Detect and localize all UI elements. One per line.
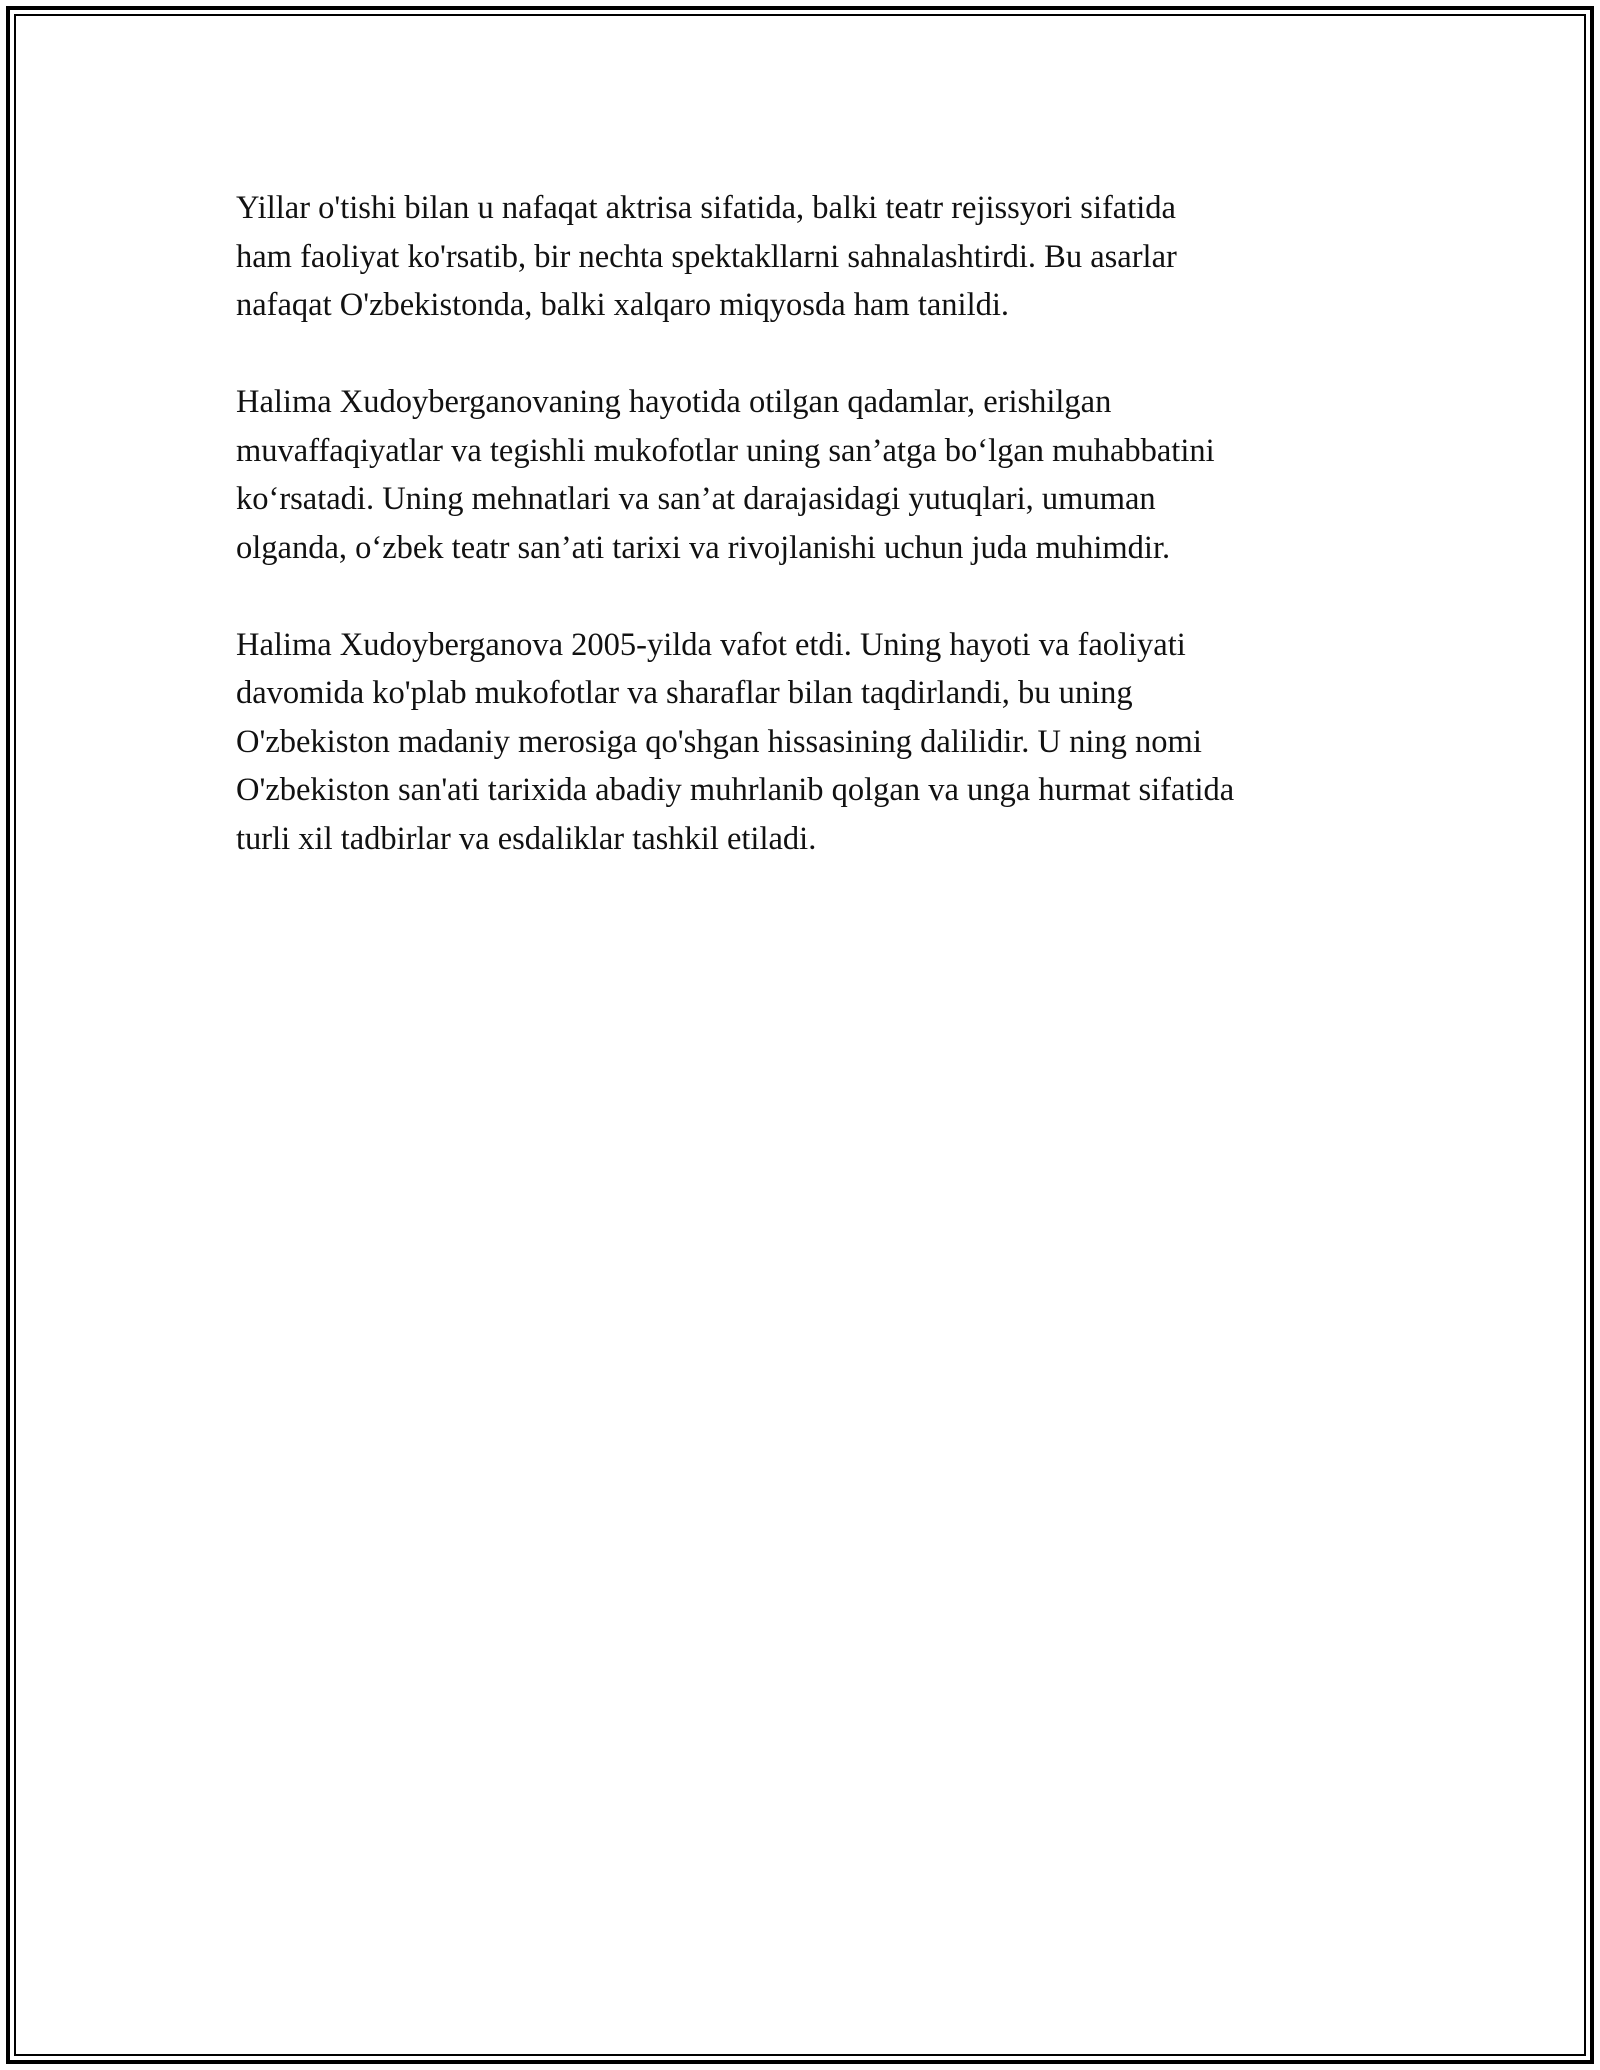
paragraph-3 [236,621,1386,864]
text-line: ko‘rsatadi. Uning mehnatlari va san’at darajasidagi yutuqlari, umuman [236,481,1156,517]
text-line: nafaqat O'zbekistonda, balki xalqaro miqyosda ham tanildi. [236,287,1010,323]
text-line: O'zbekiston madaniy merosiga qo'shgan hissasining dalilidir. U ning nomi [236,723,1202,760]
text-line: muvaffaqiyatlar va tegishli mukofotlar uning san’atga bo‘lgan muhabbatini [236,432,1215,469]
document-body [236,184,1386,912]
text-line: turli xil tadbirlar va esdaliklar tashkil etiladi. [236,820,817,857]
text-line: olganda, o‘zbek teatr san’ati tarixi va rivojlanishi uchun juda muhimdir. [236,529,1171,566]
paragraph-2 [236,378,1386,572]
text-line: Halima Xudoyberganova 2005-yilda vafot etdi. Uning hayoti va faoliyati [236,626,1186,663]
text-line: Yillar o'tishi bilan u nafaqat aktrisa sifatida, balki teatr rejissyori sifatida [236,190,1176,226]
paragraph-1 [236,184,1386,330]
text-line: Halima Xudoyberganovaning hayotida otilgan qadamlar, erishilgan [236,384,1112,420]
text-line: ham faoliyat ko'rsatib, bir nechta spektakllarni sahnalashtirdi. Bu asarlar [236,238,1177,275]
text-line: O'zbekiston san'ati tarixida abadiy muhrlanib qolgan va unga hurmat sifatida [236,772,1235,808]
text-line: davomida ko'plab mukofotlar va sharaflar bilan taqdirlandi, bu uning [236,675,1133,711]
